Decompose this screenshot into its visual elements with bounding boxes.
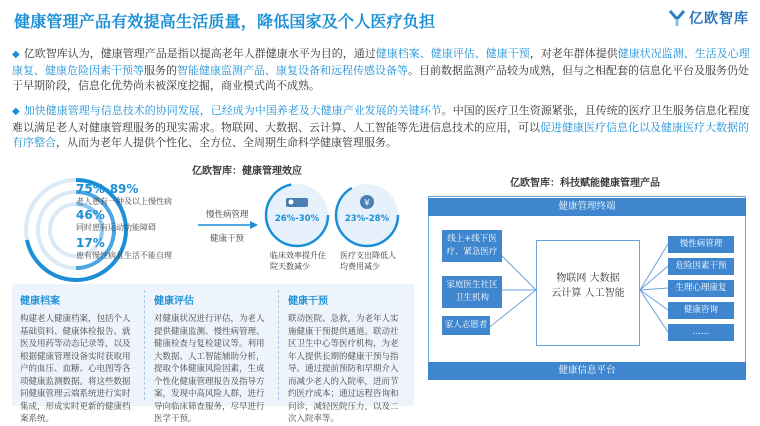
bullet-icon: ◆ bbox=[12, 106, 20, 117]
logo-icon bbox=[668, 9, 686, 27]
chronic-disease-management: 慢性病管理 bbox=[668, 236, 734, 253]
risk-factor-intervention: 危险因素干预 bbox=[668, 258, 734, 275]
column-health-record: 健康档案 构建老人健康档案，包括个人基础资料、健康体检报告、就医及用药等动态记录等，以及根据健康管理设备实时获取用户的血压、血糖、心电图等各项健康监测数据。将这些数据同健康管理云端系统进行实时集成，形成实时更新的健康档案系统。 bbox=[20, 296, 131, 424]
column-health-intervention: 健康干预 联动医院、急救，为老年人实施健康干预提供通道。联动社区卫生中心等医疗机构，为老年人提供长期的健康干预与指导。通过提前预防和早期介入而减少老人的入院率，进而节约医疗成本；通过远程咨询和问诊，减轻医院压力，以及二次入院率等。 bbox=[288, 296, 399, 424]
stat-1: 75%-89% 老人患有一种及以上慢性病 bbox=[76, 182, 172, 206]
efficiency-value: 26%-30% bbox=[274, 214, 320, 224]
stat-2: 46% 同时患有运动功能障碍 bbox=[76, 208, 156, 232]
family-volunteers: 家人志愿者 bbox=[442, 316, 490, 335]
logo bbox=[668, 8, 749, 28]
right-panel-title: 亿欧智库：科技赋能健康管理产品 bbox=[510, 178, 660, 189]
more-items: …… bbox=[668, 324, 734, 341]
stat-3: 17% 患有慢性病且生活不能自理 bbox=[76, 236, 172, 260]
family-doctor: 家庭医生社区卫生机构 bbox=[442, 276, 502, 308]
column-divider bbox=[144, 290, 145, 400]
cost-value: 23%-28% bbox=[344, 214, 390, 224]
left-panel-title: 亿欧智库：健康管理效应 bbox=[192, 166, 302, 177]
svg-text:¥: ¥ bbox=[364, 198, 370, 209]
cost-caption: 医疗支出降低人均费用减少 bbox=[340, 251, 396, 271]
paragraph-1: ◆ 亿欧智库认为，健康管理产品是指以提高老年人群健康水平为目的，通过健康档案、健康评估、健康干预，对老年群体提供健康状况监测、生活及心理康复、健康危险因素干预等服务的智能健康监测产品、康复设备和远程传感设备等。目前数据监测产品较为成熟，但与之相配套的信息化平台及服务仍处于早期阶段，信息化优势尚未被深度挖掘，商业模式尚不成熟。 bbox=[12, 47, 750, 92]
top-bar: 健康管理终端 bbox=[428, 198, 746, 216]
health-consultation: 健康咨询 bbox=[668, 302, 734, 319]
arrow-right-icon bbox=[198, 220, 260, 230]
page-title: 健康管理产品有效提高生活质量，降低国家及个人医疗负担 bbox=[14, 12, 436, 31]
online-offline-medical: 线上+线下医疗、紧急医疗 bbox=[442, 230, 502, 262]
column-health-assessment: 健康评估 对健康状况进行评估，为老人提供健康监测、慢性病管理、健康检查与复检建议等。利用大数据、人工智能辅助分析，提取个体健康风险因素，生成个性化健康管理报告及指导方案，发现中高风险人群，进行导向临床筛查服务，尽早进行医学干预。 bbox=[154, 296, 265, 424]
column-divider bbox=[278, 290, 279, 400]
paragraph-2: ◆ 加快健康管理与信息技术的协同发展，已经成为中国养老及大健康产业发展的关键环节。中国的医疗卫生资源紧张，且传统的医疗卫生服务信息化程度难以满足老人对健康管理服务的现实需求。物联网、大数据、云计算、人工智能等先进信息技术的应用，可以促进健康医疗信息化以及健康医疗大数据的有序整合，从而为老年人提供个性化、全方位、全周期生命科学健康管理服务。 bbox=[12, 104, 750, 149]
logo-text: 亿欧智库 bbox=[689, 11, 749, 27]
health-columns bbox=[12, 284, 414, 424]
arrow-label-top: 慢性病管理 bbox=[206, 210, 249, 220]
bottom-bar: 健康信息平台 bbox=[428, 362, 746, 380]
tech-core-box: 物联网 大数据 云计算 人工智能 bbox=[536, 240, 640, 346]
efficiency-caption: 临床效率提升住院天数减少 bbox=[270, 251, 326, 271]
arrow-label-bottom: 健康干预 bbox=[210, 234, 245, 244]
physio-psych-rehab: 生理心理康复 bbox=[668, 280, 734, 297]
bullet-icon: ◆ bbox=[12, 49, 20, 60]
